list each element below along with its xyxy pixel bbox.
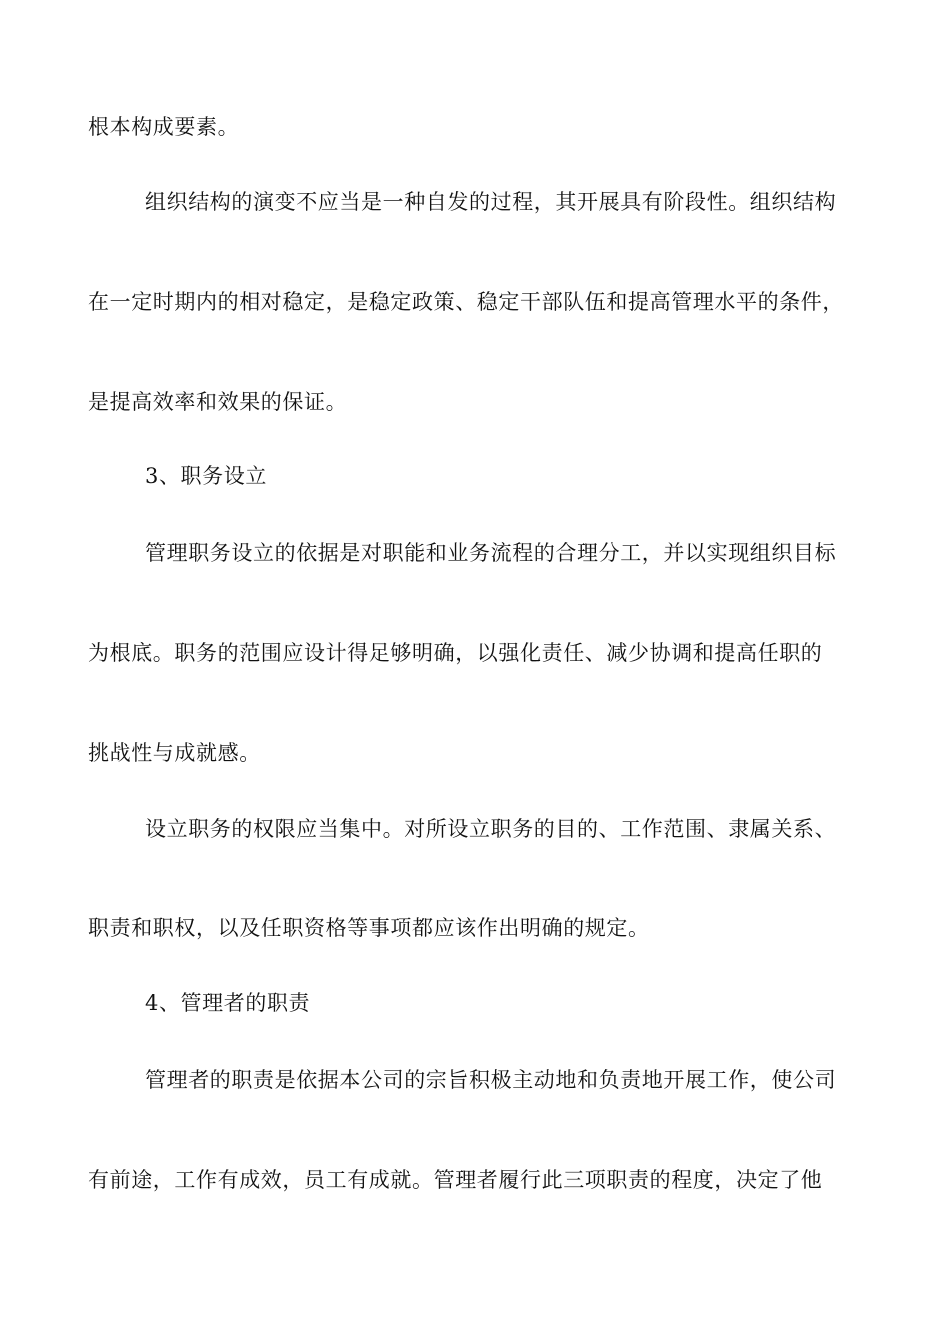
paragraph-line: 在一定时期内的相对稳定，是稳定政策、稳定干部队伍和提高管理水平的条件， xyxy=(88,290,844,314)
paragraph-line: 组织结构的演变不应当是一种自发的过程，其开展具有阶段性。组织结构 xyxy=(145,190,837,214)
section-heading: 4、管理者的职责 xyxy=(145,991,311,1015)
paragraph-line: 职责和职权，以及任职资格等事项都应该作出明确的规定。 xyxy=(88,916,650,940)
paragraph-line: 管理者的职责是依据本公司的宗旨积极主动地和负责地开展工作，使公司 xyxy=(145,1068,837,1092)
paragraph-line: 挑战性与成就感。 xyxy=(88,741,261,765)
paragraph-line: 管理职务设立的依据是对职能和业务流程的合理分工，并以实现组织目标 xyxy=(145,541,837,565)
section-heading: 3、职务设立 xyxy=(145,464,267,488)
paragraph-line: 为根底。职务的范围应设计得足够明确，以强化责任、减少协调和提高任职的 xyxy=(88,641,823,665)
paragraph-line: 有前途，工作有成效，员工有成就。管理者履行此三项职责的程度，决定了他 xyxy=(88,1168,823,1192)
paragraph-line: 设立职务的权限应当集中。对所设立职务的目的、工作范围、隶属关系、 xyxy=(145,817,837,841)
paragraph-line: 是提高效率和效果的保证。 xyxy=(88,390,348,414)
paragraph-line: 根本构成要素。 xyxy=(88,115,240,139)
